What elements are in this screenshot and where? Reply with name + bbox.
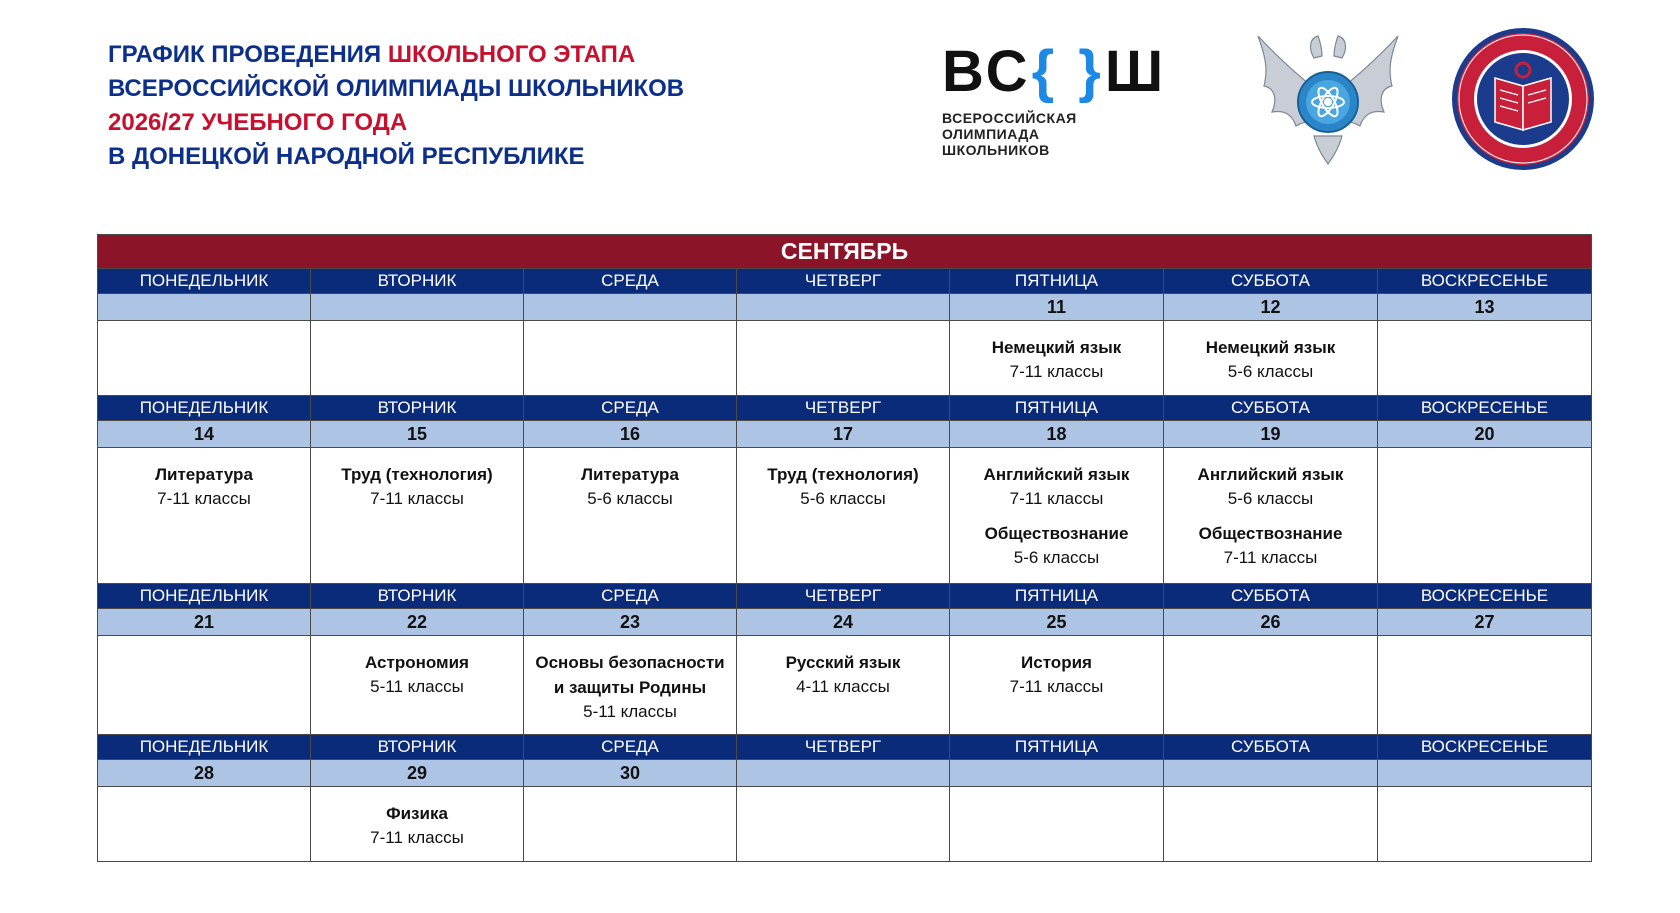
- events-row: [98, 321, 1592, 396]
- weekday-cell: ПЯТНИЦА: [950, 735, 1164, 760]
- day-events-cell: [737, 636, 950, 735]
- weekday-cell: ЧЕТВЕРГ: [737, 735, 950, 760]
- weekday-cell: СУББОТА: [1164, 735, 1378, 760]
- title-line-4: В ДОНЕЦКОЙ НАРОДНОЙ РЕСПУБЛИКЕ: [108, 143, 585, 170]
- date-cell: 15: [311, 421, 524, 448]
- olympiad-event: [524, 462, 736, 511]
- event-grades: 5-11 классы: [370, 677, 464, 696]
- weekday-cell: ВТОРНИК: [311, 269, 524, 294]
- weekday-cell: ПОНЕДЕЛЬНИК: [98, 269, 311, 294]
- date-row: [98, 760, 1592, 787]
- date-cell: [737, 294, 950, 321]
- date-cell: 20: [1378, 421, 1592, 448]
- date-cell: 26: [1164, 609, 1378, 636]
- weekday-cell: СРЕДА: [524, 269, 737, 294]
- weekday-cell: ПЯТНИЦА: [950, 584, 1164, 609]
- olympiad-event: [950, 462, 1163, 511]
- weekday-row: [98, 735, 1592, 760]
- events-row: [98, 787, 1592, 862]
- weekday-cell: ПОНЕДЕЛЬНИК: [98, 584, 311, 609]
- olympiad-event: [950, 650, 1163, 699]
- date-cell: 29: [311, 760, 524, 787]
- title-line-1-blue: ГРАФИК ПРОВЕДЕНИЯ: [108, 41, 388, 68]
- weekday-cell: ЧЕТВЕРГ: [737, 584, 950, 609]
- weekday-cell: ПЯТНИЦА: [950, 396, 1164, 421]
- event-subject: Обществознание: [1198, 524, 1343, 543]
- olympiad-event: [311, 801, 523, 850]
- weekday-row: [98, 396, 1592, 421]
- event-subject: Литература: [581, 465, 679, 484]
- event-grades: 4-11 классы: [796, 677, 890, 696]
- day-events-cell: [1164, 448, 1378, 584]
- event-subject: Немецкий язык: [991, 338, 1122, 357]
- event-subject: История: [1021, 653, 1092, 672]
- date-cell: [311, 294, 524, 321]
- vsosh-caption-line-2: ОЛИМПИАДА: [942, 126, 1040, 142]
- event-subject: Астрономия: [365, 653, 469, 672]
- date-cell: 23: [524, 609, 737, 636]
- date-cell: 18: [950, 421, 1164, 448]
- vsosh-caption-line-3: ШКОЛЬНИКОВ: [942, 142, 1050, 158]
- event-grades: 5-6 классы: [1013, 548, 1100, 567]
- day-events-cell: [737, 787, 950, 862]
- event-subject: Русский язык: [785, 653, 901, 672]
- olympiad-event: [1164, 335, 1377, 384]
- day-events-cell: [524, 321, 737, 396]
- day-events-cell: [1164, 321, 1378, 396]
- date-cell: 30: [524, 760, 737, 787]
- weekday-cell: ПОНЕДЕЛЬНИК: [98, 396, 311, 421]
- day-events-cell: [950, 448, 1164, 584]
- event-grades: 7-11 классы: [370, 828, 464, 847]
- event-subject: Физика: [386, 804, 448, 823]
- date-cell: 21: [98, 609, 311, 636]
- page-title: [108, 38, 684, 174]
- day-events-cell: [311, 448, 524, 584]
- event-grades: 7-11 классы: [370, 489, 464, 508]
- day-events-cell: [737, 321, 950, 396]
- event-grades: 7-11 классы: [1223, 548, 1318, 567]
- date-row: [98, 609, 1592, 636]
- date-row: [98, 421, 1592, 448]
- vsosh-mark-left: ВС: [942, 39, 1032, 104]
- weekday-cell: ПОНЕДЕЛЬНИК: [98, 735, 311, 760]
- event-subject: Труд (технология): [341, 465, 493, 484]
- date-cell: 22: [311, 609, 524, 636]
- events-row: [98, 448, 1592, 584]
- title-line-2: ВСЕРОССИЙСКОЙ ОЛИМПИАДЫ ШКОЛЬНИКОВ: [108, 75, 685, 102]
- event-grades: 7-11 классы: [1009, 362, 1104, 381]
- event-grades: 5-6 классы: [587, 489, 673, 508]
- vsosh-logo: [942, 39, 1212, 164]
- vsosh-caption-line-1: ВСЕРОССИЙСКАЯ: [942, 110, 1077, 126]
- weekday-cell: ЧЕТВЕРГ: [737, 396, 950, 421]
- event-grades: 5-6 классы: [1227, 362, 1314, 381]
- day-events-cell: [1164, 787, 1378, 862]
- weekday-row: [98, 269, 1592, 294]
- date-cell: 12: [1164, 294, 1378, 321]
- month-header: СЕНТЯБРЬ: [98, 235, 1592, 269]
- weekday-cell: ВТОРНИК: [311, 584, 524, 609]
- weekday-cell: СУББОТА: [1164, 269, 1378, 294]
- olympiad-event: [737, 462, 949, 511]
- day-events-cell: [98, 448, 311, 584]
- date-cell: 17: [737, 421, 950, 448]
- weekday-cell: ЧЕТВЕРГ: [737, 269, 950, 294]
- title-line-3: 2026/27 УЧЕБНОГО ГОДА: [108, 109, 408, 136]
- vsosh-mark-braces: { }: [1031, 39, 1105, 104]
- date-row: [98, 294, 1592, 321]
- event-subject: Основы безопасности и защиты Родины: [535, 653, 725, 697]
- date-cell: [737, 760, 950, 787]
- event-grades: 5-11 классы: [583, 702, 677, 721]
- olympiad-event: [98, 462, 310, 511]
- olympiad-event: [950, 335, 1163, 384]
- day-events-cell: [524, 787, 737, 862]
- day-events-cell: [311, 787, 524, 862]
- day-events-cell: [1378, 321, 1592, 396]
- weekday-cell: ВТОРНИК: [311, 396, 524, 421]
- day-events-cell: [950, 636, 1164, 735]
- day-events-cell: [1164, 636, 1378, 735]
- september-schedule-table: [97, 234, 1592, 862]
- date-cell: [524, 294, 737, 321]
- weekday-cell: СРЕДА: [524, 735, 737, 760]
- date-cell: 28: [98, 760, 311, 787]
- day-events-cell: [1378, 636, 1592, 735]
- weekday-cell: СРЕДА: [524, 584, 737, 609]
- weekday-cell: ПЯТНИЦА: [950, 269, 1164, 294]
- date-cell: [98, 294, 311, 321]
- day-events-cell: [1378, 448, 1592, 584]
- weekday-row: [98, 584, 1592, 609]
- date-cell: 16: [524, 421, 737, 448]
- day-events-cell: [950, 787, 1164, 862]
- day-events-cell: [98, 321, 311, 396]
- date-cell: 27: [1378, 609, 1592, 636]
- date-cell: 14: [98, 421, 311, 448]
- event-grades: 5-6 классы: [800, 489, 886, 508]
- olympiad-event: [311, 650, 523, 699]
- day-events-cell: [311, 636, 524, 735]
- day-events-cell: [1378, 787, 1592, 862]
- day-events-cell: [311, 321, 524, 396]
- title-line-1: [108, 38, 684, 72]
- date-cell: [1164, 760, 1378, 787]
- event-grades: 7-11 классы: [1009, 489, 1104, 508]
- vsosh-logo-caption: [942, 110, 1212, 158]
- event-subject: Обществознание: [984, 524, 1129, 543]
- day-events-cell: [524, 448, 737, 584]
- weekday-cell: СУББОТА: [1164, 584, 1378, 609]
- olympiad-event: [524, 650, 736, 724]
- event-grades: 7-11 классы: [157, 489, 251, 508]
- event-subject: Труд (технология): [767, 465, 919, 484]
- event-subject: Немецкий язык: [1205, 338, 1336, 357]
- weekday-cell: ВОСКРЕСЕНЬЕ: [1378, 269, 1592, 294]
- olympiad-event: [1164, 521, 1377, 570]
- weekday-cell: СУББОТА: [1164, 396, 1378, 421]
- date-cell: [1378, 760, 1592, 787]
- date-cell: 13: [1378, 294, 1592, 321]
- date-cell: 19: [1164, 421, 1378, 448]
- double-headed-eagle-emblem-icon: [1248, 28, 1408, 168]
- weekday-cell: ВТОРНИК: [311, 735, 524, 760]
- weekday-cell: СРЕДА: [524, 396, 737, 421]
- vsosh-mark-right: Ш: [1104, 39, 1168, 104]
- events-row: [98, 636, 1592, 735]
- vsosh-logo-mark: [942, 39, 1212, 104]
- event-subject: Литература: [155, 465, 253, 484]
- day-events-cell: [98, 636, 311, 735]
- event-grades: 7-11 классы: [1009, 677, 1104, 696]
- olympiad-center-logo: [1450, 26, 1596, 172]
- olympiad-event: [950, 521, 1163, 570]
- day-events-cell: [98, 787, 311, 862]
- olympiad-event: [737, 650, 949, 699]
- date-cell: 11: [950, 294, 1164, 321]
- event-subject: Английский язык: [1197, 465, 1344, 484]
- day-events-cell: [737, 448, 950, 584]
- title-line-1-red: ШКОЛЬНОГО ЭТАПА: [387, 41, 636, 68]
- day-events-cell: [524, 636, 737, 735]
- day-events-cell: [950, 321, 1164, 396]
- olympiad-event: [311, 462, 523, 511]
- weekday-cell: ВОСКРЕСЕНЬЕ: [1378, 396, 1592, 421]
- event-grades: 5-6 классы: [1227, 489, 1314, 508]
- weekday-cell: ВОСКРЕСЕНЬЕ: [1378, 584, 1592, 609]
- weekday-cell: ВОСКРЕСЕНЬЕ: [1378, 735, 1592, 760]
- date-cell: [950, 760, 1164, 787]
- date-cell: 24: [737, 609, 950, 636]
- olympiad-event: [1164, 462, 1377, 511]
- event-subject: Английский язык: [983, 465, 1130, 484]
- date-cell: 25: [950, 609, 1164, 636]
